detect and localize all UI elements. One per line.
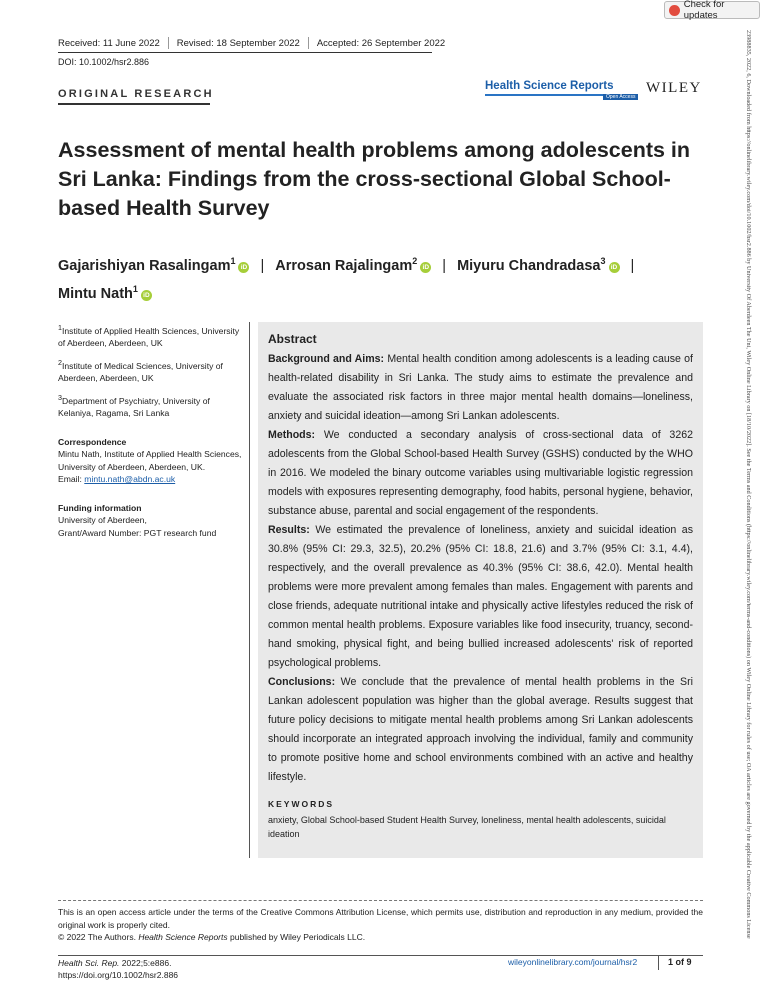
- section-rule: [58, 103, 210, 105]
- author-affiliation-sup: 3: [600, 256, 606, 266]
- author-list: [58, 250, 708, 306]
- funding-text: [58, 514, 243, 539]
- abstract-body: [268, 350, 693, 787]
- methods-text: We conducted a secondary analysis of cross-sectional data of 3262 adolescents from the Global School-based Health Survey (GSHS) conducted by the WHO in 2016. We modeled the binary outcome variables using multivariable logistic regression models with exposures representing demography, food habits, personal hygiene, behavior, substance abuse, parental and social engagement of the respondents.: [268, 429, 693, 517]
- citation-details: 2022;5:e886.: [121, 958, 172, 968]
- affiliation: [58, 357, 243, 385]
- accepted-date: Accepted: 26 September 2022: [316, 37, 446, 49]
- orcid-icon[interactable]: iD: [609, 262, 620, 273]
- download-notice: 23988835, 2022, 6, Downloaded from https://onlinelibrary.wiley.com/doi/10.1002/hsr2.886 by University Of Aberdeen The Uni, Wiley Online Library on [18/10/2022]. See the Terms and Conditions (https://onlinelibrary.wiley.com/terms-and-conditions) on Wiley Online Library for rules of use; OA articles are governed by the applicable Creative Commons License: [745, 30, 752, 939]
- affiliation-sup: 2: [58, 358, 62, 367]
- license-text: This is an open access article under the terms of the Creative Commons Attribution License, which permits use, distribution and reproduction in any medium, provided the original work is properly cited.: [58, 907, 703, 930]
- results-label: Results:: [268, 524, 310, 536]
- background-label: Background and Aims:: [268, 353, 385, 365]
- keywords-heading: KEYWORDS: [268, 799, 335, 809]
- section-label: ORIGINAL RESEARCH: [58, 88, 214, 100]
- check-for-updates-button[interactable]: [664, 1, 760, 19]
- orcid-icon[interactable]: iD: [420, 262, 431, 273]
- affiliation-text: Institute of Medical Sciences, University of Aberdeen, Aberdeen, UK: [58, 360, 223, 384]
- orcid-icon[interactable]: iD: [238, 262, 249, 273]
- results-text: We estimated the prevalence of loneliness, anxiety and suicidal ideation as 30.8% (95% CI: 29.3, 32.5), 20.2% (95% CI: 18.8, 21.6) and 3.7% (95% CI: 3.1, 4.4), respectively, and the overall prevalence as 40.3% (95% CI: 38.6, 42.0). Mental health problems were more prevalent among females than males. Engagement with parents and close friends, adequate nutritional intake and physically active lifestyles reduced the risk of common mental health problems. Exposure variables like food insecurity, truancy, second-hand smoking, physical fight, and being bullied increased adolescents' risk of reported psychological problems.: [268, 524, 693, 669]
- affiliation-text: Institute of Applied Health Sciences, University of Aberdeen, Aberdeen, UK: [58, 325, 240, 349]
- check-for-updates-label: Check for updates: [683, 0, 725, 21]
- footer-divider: [658, 956, 659, 970]
- orcid-icon[interactable]: iD: [141, 290, 152, 301]
- abstract-box: [258, 322, 703, 858]
- article-dates: [58, 37, 445, 49]
- revised-date: Revised: 18 September 2022: [176, 37, 300, 49]
- keywords: anxiety, Global School-based Student Health Survey, loneliness, mental health adolescents, suicidal ideation: [268, 815, 666, 839]
- publisher-logo: WILEY: [646, 80, 702, 96]
- author-name[interactable]: Arrosan Rajalingam: [275, 257, 413, 274]
- author-divider: |: [260, 257, 265, 274]
- date-divider: [168, 37, 169, 49]
- article-title: Assessment of mental health problems among adolescents in Sri Lanka: Findings from the cross-sectional Global School-based Health Survey: [58, 138, 691, 220]
- footer-citation: [58, 957, 178, 981]
- doi: DOI: 10.1002/hsr2.886: [58, 57, 150, 67]
- journal-url-link[interactable]: wileyonlinelibrary.com/journal/hsr2: [508, 957, 638, 967]
- author-affiliation-sup: 1: [132, 283, 138, 294]
- author-name[interactable]: Gajarishiyan Rasalingam: [58, 257, 231, 274]
- copyright-prefix: © 2022 The Authors.: [58, 932, 136, 942]
- funding-heading: Funding information: [58, 502, 142, 513]
- download-sidebar: [742, 30, 754, 980]
- article-info-column: [58, 322, 243, 546]
- author-divider: |: [442, 257, 447, 274]
- license-note: [58, 906, 703, 944]
- footnote-divider: [58, 900, 703, 901]
- affiliation-text: Department of Psychiatry, University of Kelaniya, Ragama, Sri Lanka: [58, 395, 210, 419]
- column-divider: [249, 322, 250, 858]
- methods-label: Methods:: [268, 429, 316, 441]
- affiliation: [58, 322, 243, 350]
- abstract-heading: Abstract: [268, 332, 317, 346]
- date-divider: [308, 37, 309, 49]
- author-divider: |: [630, 257, 635, 274]
- author-name[interactable]: Miyuru Chandradasa: [457, 257, 601, 274]
- page-number: 1 of 9: [668, 957, 692, 967]
- footer-doi-link[interactable]: https://doi.org/10.1002/hsr2.886: [58, 970, 179, 980]
- funding-grant: Grant/Award Number: PGT research fund: [58, 527, 217, 538]
- copyright-journal: Health Science Reports: [138, 932, 228, 942]
- author-affiliation-sup: 1: [230, 256, 236, 266]
- header-rule: [58, 52, 432, 53]
- journal-logo: Health Science Reports: [485, 80, 614, 92]
- correspondence-heading: Correspondence: [58, 436, 127, 447]
- funding-organization: University of Aberdeen,: [58, 515, 147, 526]
- footer-rule: [58, 955, 703, 956]
- author-affiliation-sup: 2: [412, 256, 418, 266]
- background-text: Mental health condition among adolescents is a leading cause of health-related disability in Sri Lanka. The study aims to estimate the prevalence and evaluate the associated risk factors in three major mental health domains—loneliness, anxiety and suicidal ideation—among Sri Lankan adolescents.: [268, 353, 693, 422]
- correspondence-address: Mintu Nath, Institute of Applied Health Sciences, University of Aberdeen, Aberdeen, UK.: [58, 449, 242, 472]
- email-label: Email:: [58, 474, 82, 485]
- copyright-suffix: published by Wiley Periodicals LLC.: [229, 932, 366, 942]
- open-access-badge: Open Access: [603, 94, 638, 100]
- update-icon: [669, 5, 680, 16]
- received-date: Received: 11 June 2022: [58, 37, 160, 49]
- affiliation-sup: 1: [58, 324, 62, 332]
- conclusions-text: We conclude that the prevalence of mental health problems in the Sri Lankan adolescent population was higher than the global average. Results suggest that future policy decisions to mitigate mental health problems among Sri Lankan adolescents should incorporate an integrated approach involving the individual, family and community to promote positive home and school environments combined with an active and healthy lifestyle.: [268, 676, 693, 783]
- correspondence-text: [58, 448, 243, 486]
- affiliation: [58, 392, 243, 420]
- conclusions-label: Conclusions:: [268, 676, 336, 688]
- author-name[interactable]: Mintu Nath: [58, 285, 133, 302]
- affiliation-sup: 3: [58, 393, 62, 402]
- citation-journal: Health Sci. Rep.: [58, 958, 120, 968]
- email-link[interactable]: mintu.nath@abdn.ac.uk: [84, 474, 176, 485]
